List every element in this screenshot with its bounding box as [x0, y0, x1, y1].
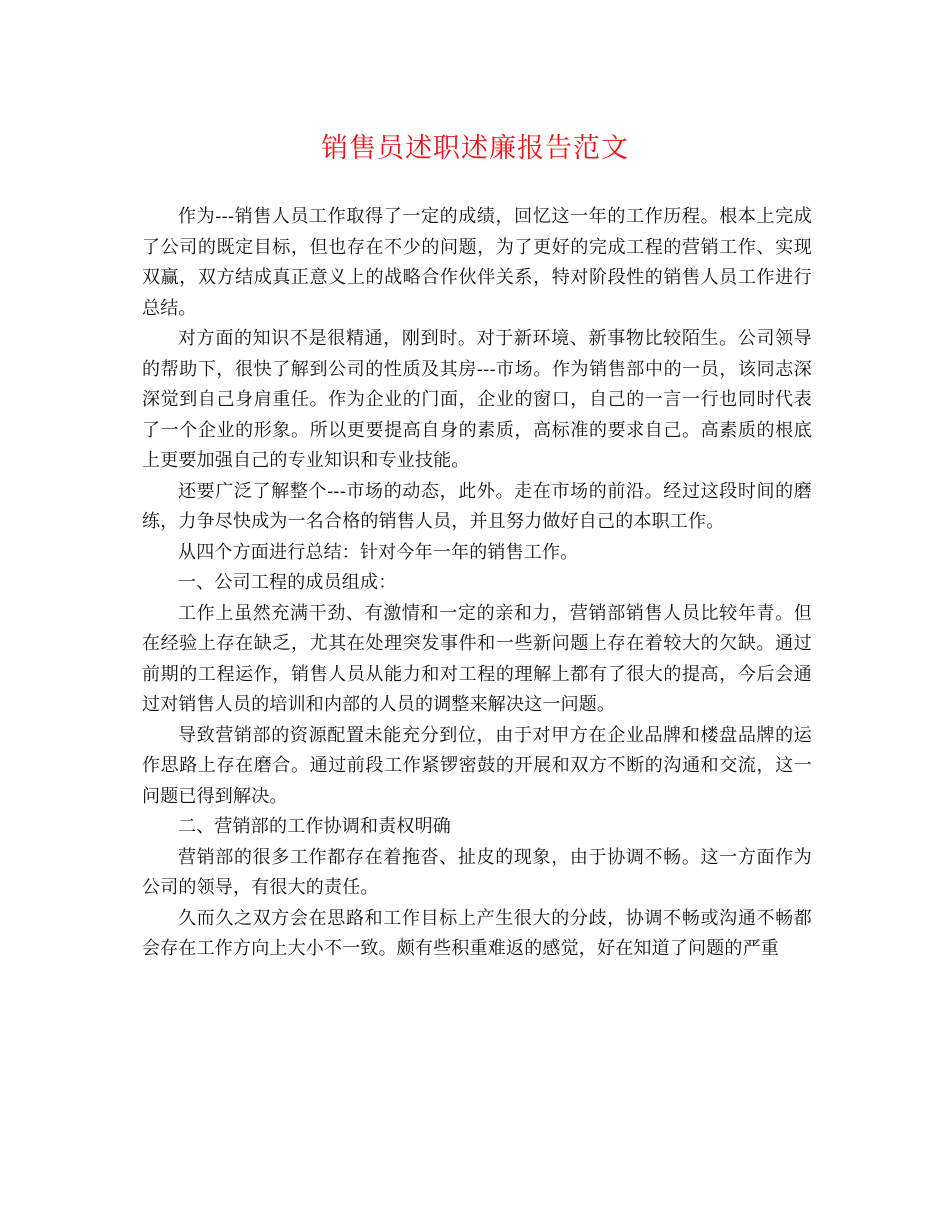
section-heading-2: 二、营销部的工作协调和责权明确 — [178, 816, 451, 837]
paragraph-divergence: 久而久之双方会在思路和工作目标上产生很大的分歧，协调不畅或沟通不畅都会存在工作方向上大小不一致。颇有些积重难返的感觉，好在知道了问题的严重 — [142, 907, 812, 959]
paragraph-resources: 导致营销部的资源配置未能充分到位，由于对甲方在企业品牌和楼盘品牌的运作思路上存在磨合。通过前段工作紧锣密鼓的开展和双方不断的沟通和交流，这一问题已得到解决。 — [142, 724, 812, 807]
paragraph-summary-intro: 从四个方面进行总结：针对今年一年的销售工作。 — [178, 541, 579, 563]
section-heading-1: 一、公司工程的成员组成： — [178, 572, 397, 593]
paragraph-knowledge: 对方面的知识不是很精通，刚到时。对于新环境、新事物比较陌生。公司领导的帮助下，很快了解到公司的性质及其房---市场。作为销售部中的一员，该同志深深觉到自己身肩重任。作为企业的门面，企业的窗口，自己的一言一行也同时代表了一个企业的形象。所以更要提高自身的素质，高标准的要求自己。高素质的根底上更要加强自己的专业知识和专业技能。 — [142, 328, 812, 471]
paragraph-team: 工作上虽然充满干劲、有激情和一定的亲和力，营销部销售人员比较年青。但在经验上存在缺乏，尤其在处理突发事件和一些新问题上存在着较大的欠缺。通过前期的工程运作，销售人员从能力和对工程的理解上都有了很大的提高，今后会通过对销售人员的培训和内部的人员的调整来解决这一问题。 — [142, 602, 812, 715]
paragraph-intro: 作为---销售人员工作取得了一定的成绩，回忆这一年的工作历程。根本上完成了公司的既定目标，但也存在不少的问题，为了更好的完成工程的营销工作、实现双赢，双方结成真正意义上的战略合作伙伴关系，特对阶段性的销售人员工作进行总结。 — [142, 206, 812, 319]
paragraph-coordination: 营销部的很多工作都存在着拖沓、扯皮的现象，由于协调不畅。这一方面作为公司的领导，有很大的责任。 — [142, 846, 812, 898]
paragraph-market: 还要广泛了解整个---市场的动态，此外。走在市场的前沿。经过这段时间的磨练，力争尽快成为一名合格的销售人员，并且努力做好自己的本职工作。 — [142, 480, 812, 532]
document-body — [142, 202, 812, 965]
document-title: 销售员述职述廉报告范文 — [321, 133, 629, 164]
